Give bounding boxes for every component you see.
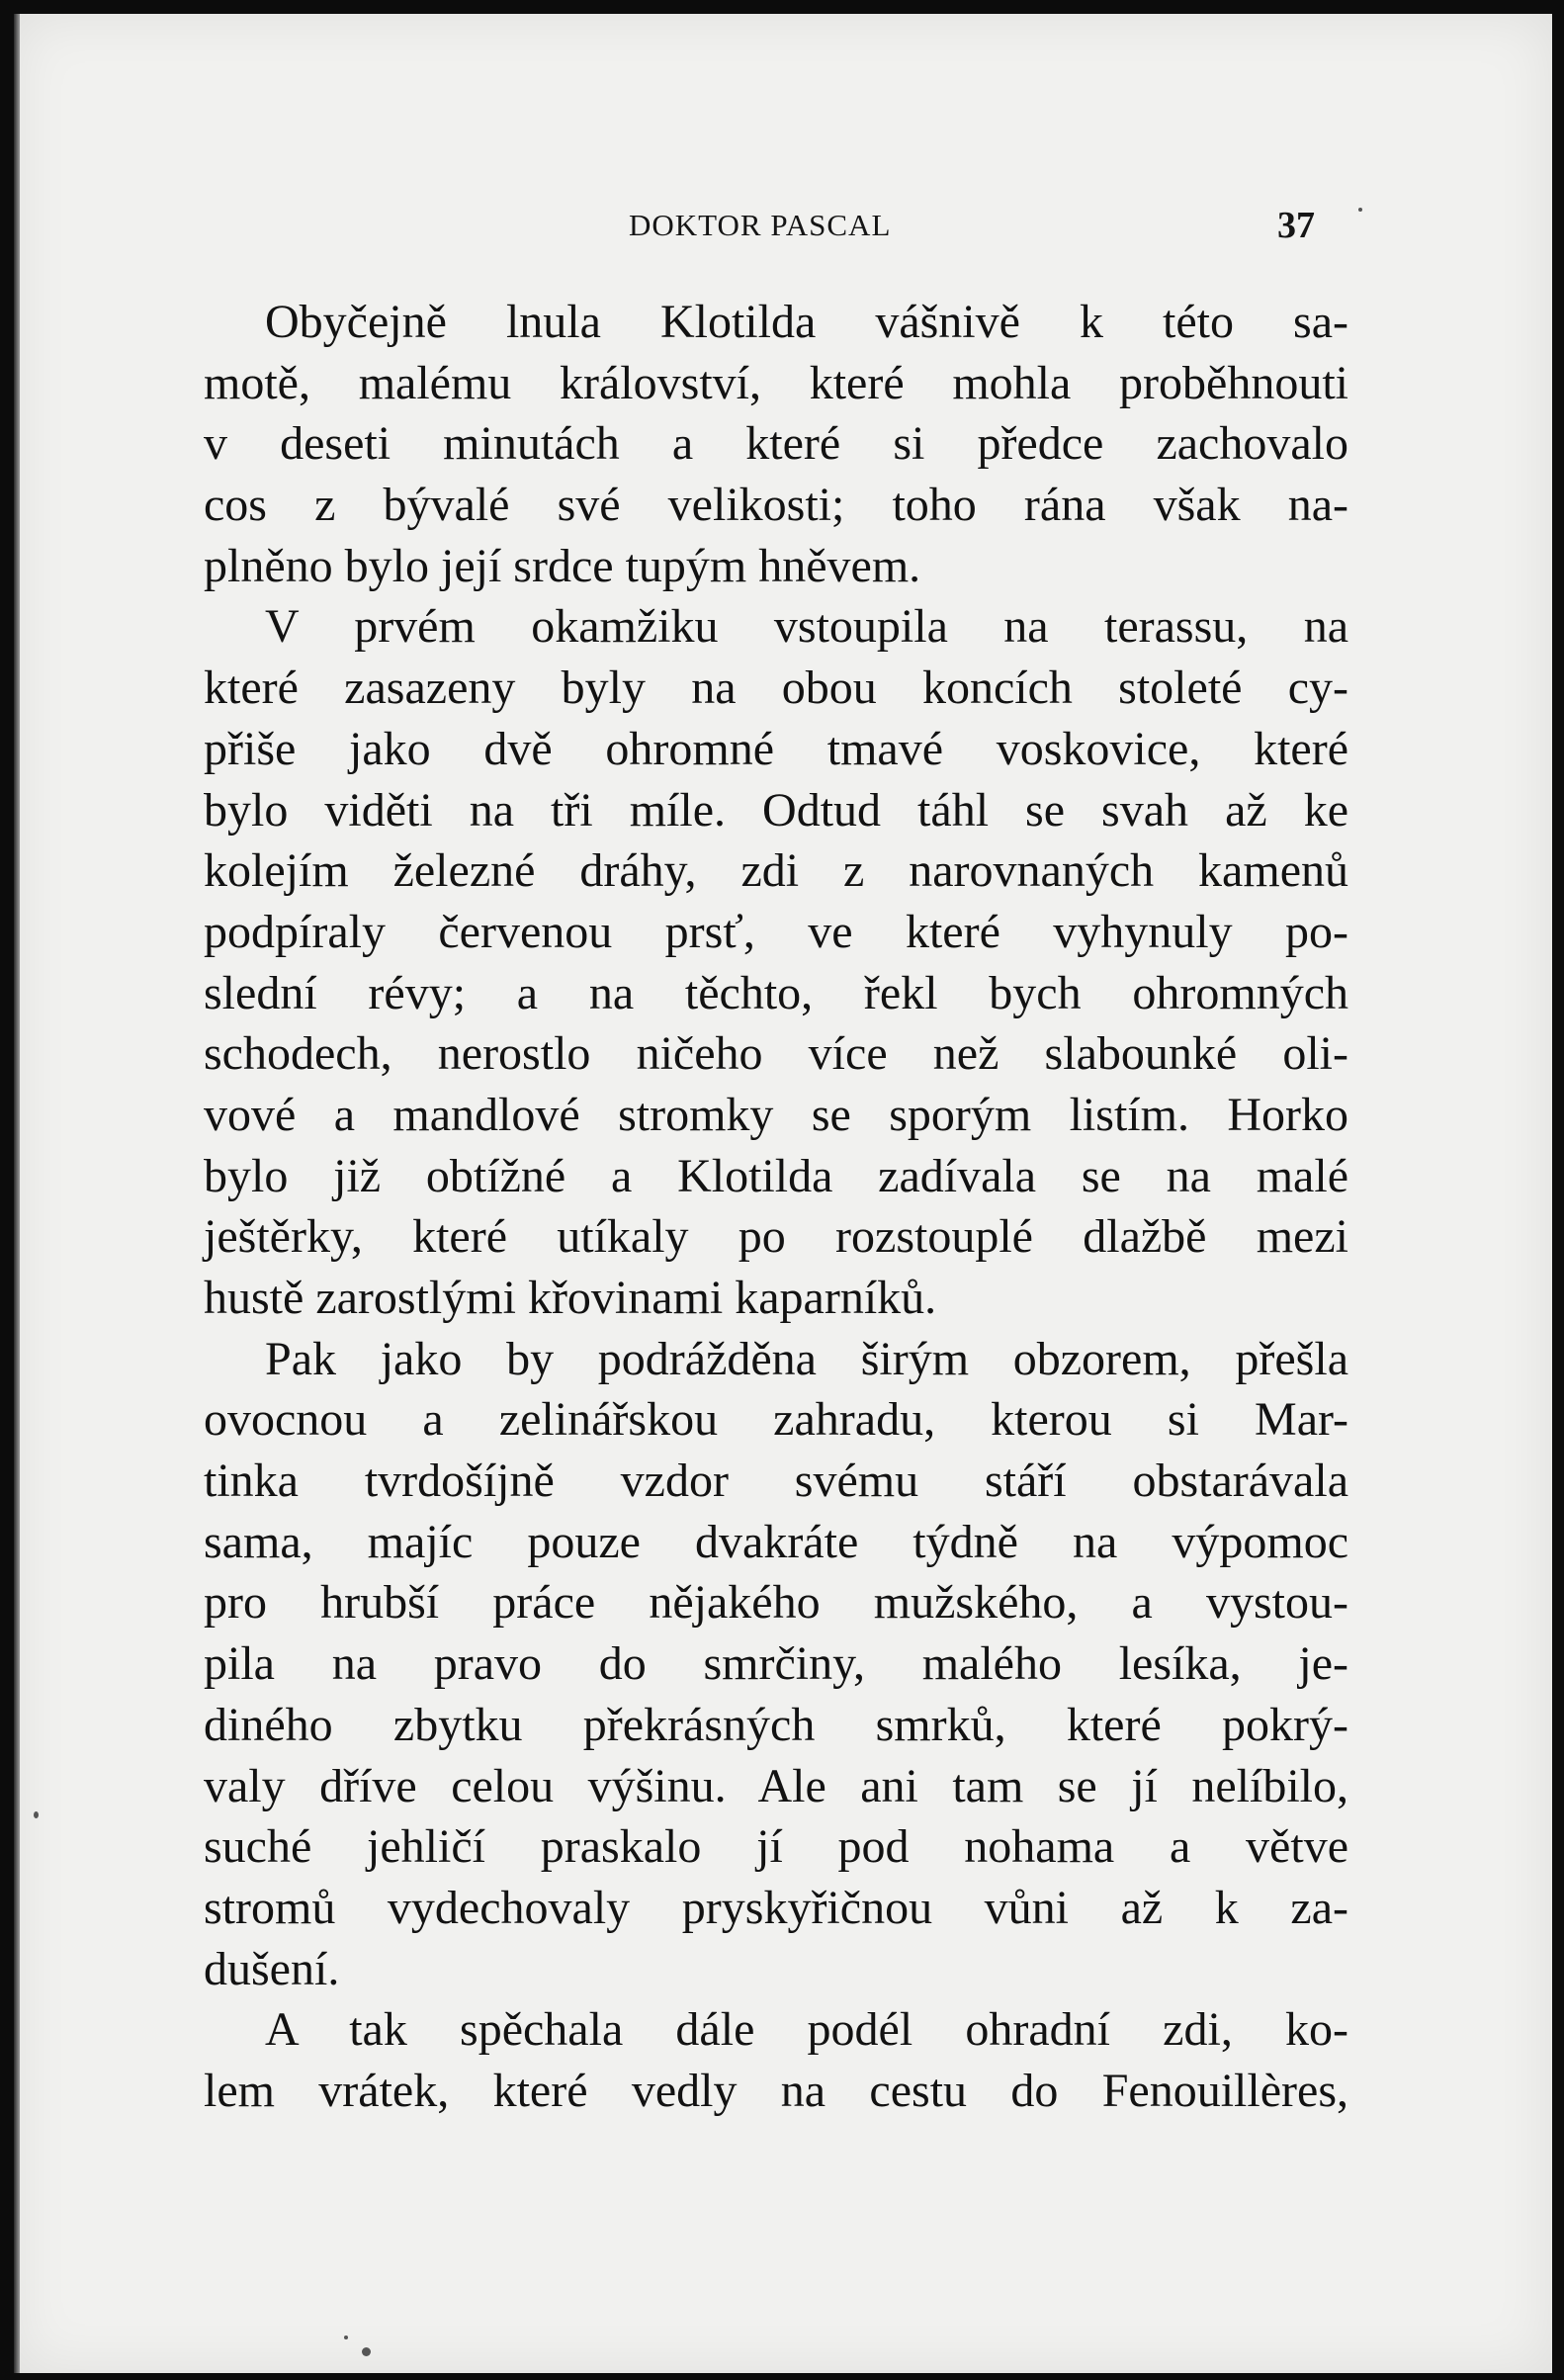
text-line: sama, majíc pouze dvakráte týdně na výpomoc	[204, 1515, 1348, 1568]
text-line: dušení.	[204, 1942, 340, 1995]
text-line: plněno bylo její srdce tupým hněvem.	[204, 539, 921, 592]
text-line: suché jehličí praskalo jí pod nohama a větve	[204, 1820, 1348, 1874]
print-speck	[344, 2336, 348, 2339]
text-line: valy dříve celou výšinu. Ale ani tam se jí nelíbilo,	[204, 1759, 1348, 1812]
text-line: cos z bývalé své velikosti; toho rána však na-	[204, 479, 1348, 532]
text-line: Obyčejně lnula Klotilda vášnivě k této sa-	[265, 296, 1348, 348]
text-line: bylo viděti na tři míle. Odtud táhl se svah až ke	[204, 783, 1348, 837]
text-line: pro hrubší práce nějakého mužského, a vystou-	[204, 1576, 1348, 1630]
page-number: 37	[1277, 205, 1315, 246]
text-line: slední révy; a na těchto, řekl bych ohromných	[204, 966, 1348, 1019]
text-line: V prvém okamžiku vstoupila na terassu, na	[265, 600, 1348, 654]
text-line: bylo již obtížné a Klotilda zadívala se na malé	[204, 1149, 1348, 1202]
book-page	[14, 14, 1552, 2373]
text-line: kolejím železné dráhy, zdi z narovnaných kamenů	[204, 844, 1348, 898]
text-line: schodech, nerostlo ničeho více než slabounké oli-	[204, 1027, 1348, 1081]
text-line: A tak spěchala dále podél ohradní zdi, ko-	[265, 2003, 1348, 2057]
running-header	[14, 205, 1552, 247]
text-line: diného zbytku překrásných smrků, které pokrý-	[204, 1698, 1348, 1751]
text-line: ještěrky, které utíkaly po rozstouplé dlažbě mezi	[204, 1210, 1348, 1264]
print-speck	[362, 2347, 371, 2356]
body-text	[204, 292, 1348, 2122]
text-line: podpíraly červenou prsť, ve které vyhynuly po-	[204, 905, 1348, 958]
text-line: motě, malému království, které mohla proběhnouti	[204, 356, 1348, 409]
print-speck	[34, 1811, 39, 1818]
text-line: Pak jako by podrážděna širým obzorem, přešla	[265, 1332, 1348, 1385]
text-line: lem vrátek, které vedly na cestu do Fenouillères,	[204, 2064, 1348, 2117]
running-title: DOKTOR PASCAL	[629, 208, 892, 242]
text-line: stromů vydechovaly pryskyřičnou vůni až k za-	[204, 1881, 1348, 1934]
text-line: ovocnou a zelinářskou zahradu, kterou si Mar-	[204, 1393, 1348, 1447]
page-spine-edge	[14, 14, 20, 2373]
text-line: pila na pravo do smrčiny, malého lesíka, je-	[204, 1637, 1348, 1691]
text-line: hustě zarostlými křovinami kaparníků.	[204, 1272, 937, 1324]
text-line: vové a mandlové stromky se sporým listím. Horko	[204, 1088, 1348, 1141]
print-speck	[1358, 208, 1362, 212]
text-line: které zasazeny byly na obou koncích stoleté cy-	[204, 661, 1348, 715]
text-line: tinka tvrdošíjně vzdor svému stáří obstarávala	[204, 1454, 1348, 1508]
text-line: v deseti minutách a které si předce zachovalo	[204, 417, 1348, 471]
text-line: přiše jako dvě ohromné tmavé voskovice, které	[204, 722, 1348, 775]
